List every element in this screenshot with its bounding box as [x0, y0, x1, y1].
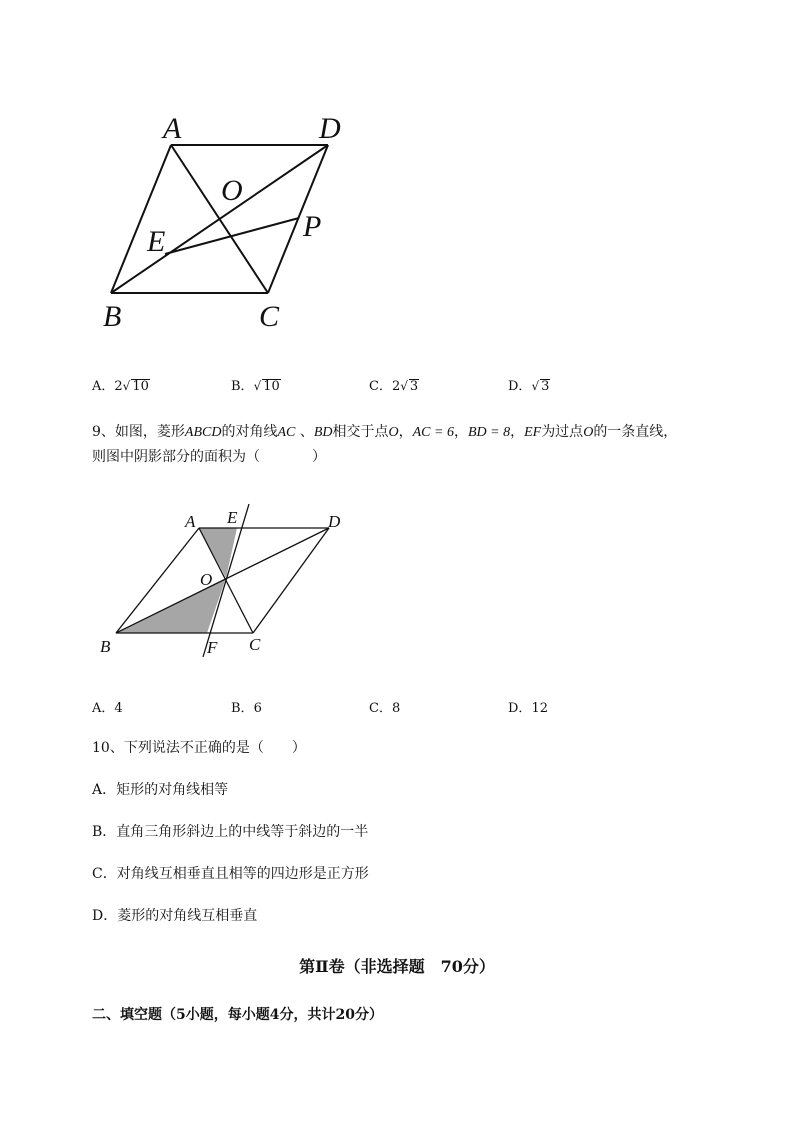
q9-option-a: A．4	[92, 701, 123, 716]
q9-stem-line2: 则图中阴影部分的面积为（ ）	[92, 449, 326, 465]
label-a: A	[163, 112, 182, 145]
q10-option-c: C．对角线互相垂直且相等的四边形是正方形	[92, 866, 369, 882]
label-f: F	[207, 638, 218, 657]
label-c: C	[259, 300, 280, 333]
label-e: E	[227, 508, 238, 527]
q10-stem: 10、下列说法不正确的是（ ）	[92, 740, 306, 756]
label-d: D	[328, 512, 341, 531]
label-b: B	[103, 300, 122, 333]
q10-option-b: B．直角三角形斜边上的中线等于斜边的一半	[92, 824, 369, 840]
q9-option-d: D．12	[508, 701, 548, 716]
edge-dc	[253, 528, 329, 633]
label-o: O	[200, 570, 213, 589]
figure-rhombus-abcd	[92, 500, 362, 665]
edge-ab	[111, 145, 171, 293]
q10-option-d: D．菱形的对角线互相垂直	[92, 908, 258, 924]
label-a: A	[185, 512, 196, 531]
segment-ep	[165, 218, 299, 254]
figure-parallelogram-abcd	[95, 108, 365, 333]
q8-option-c: C．2√ 3	[369, 379, 419, 394]
fill-in-section-heading: 二、填空题（5小题，每小题4分，共计20分）	[92, 1007, 383, 1023]
label-c: C	[249, 635, 261, 654]
label-d: D	[319, 112, 341, 145]
label-b: B	[100, 637, 111, 656]
q8-option-a: A．2√ 10	[92, 379, 149, 394]
label-o: O	[221, 174, 243, 207]
q9-option-c: C．8	[369, 701, 401, 716]
label-e: E	[147, 225, 166, 258]
q9-option-b: B．6	[231, 701, 262, 716]
q10-option-a: A．矩形的对角线相等	[92, 782, 229, 798]
part2-title: 第Ⅱ卷（非选择题 70分）	[299, 957, 495, 976]
q8-option-d: D．√ 3	[508, 379, 550, 394]
q9-stem-line1: 9、如图，菱形ABCD的对角线AC 、BD相交于点O，AC = 6，BD = 8，EF为过点O的一条直线，	[92, 424, 678, 440]
label-p: P	[303, 210, 322, 243]
q8-option-b: B．√ 10	[231, 379, 280, 394]
